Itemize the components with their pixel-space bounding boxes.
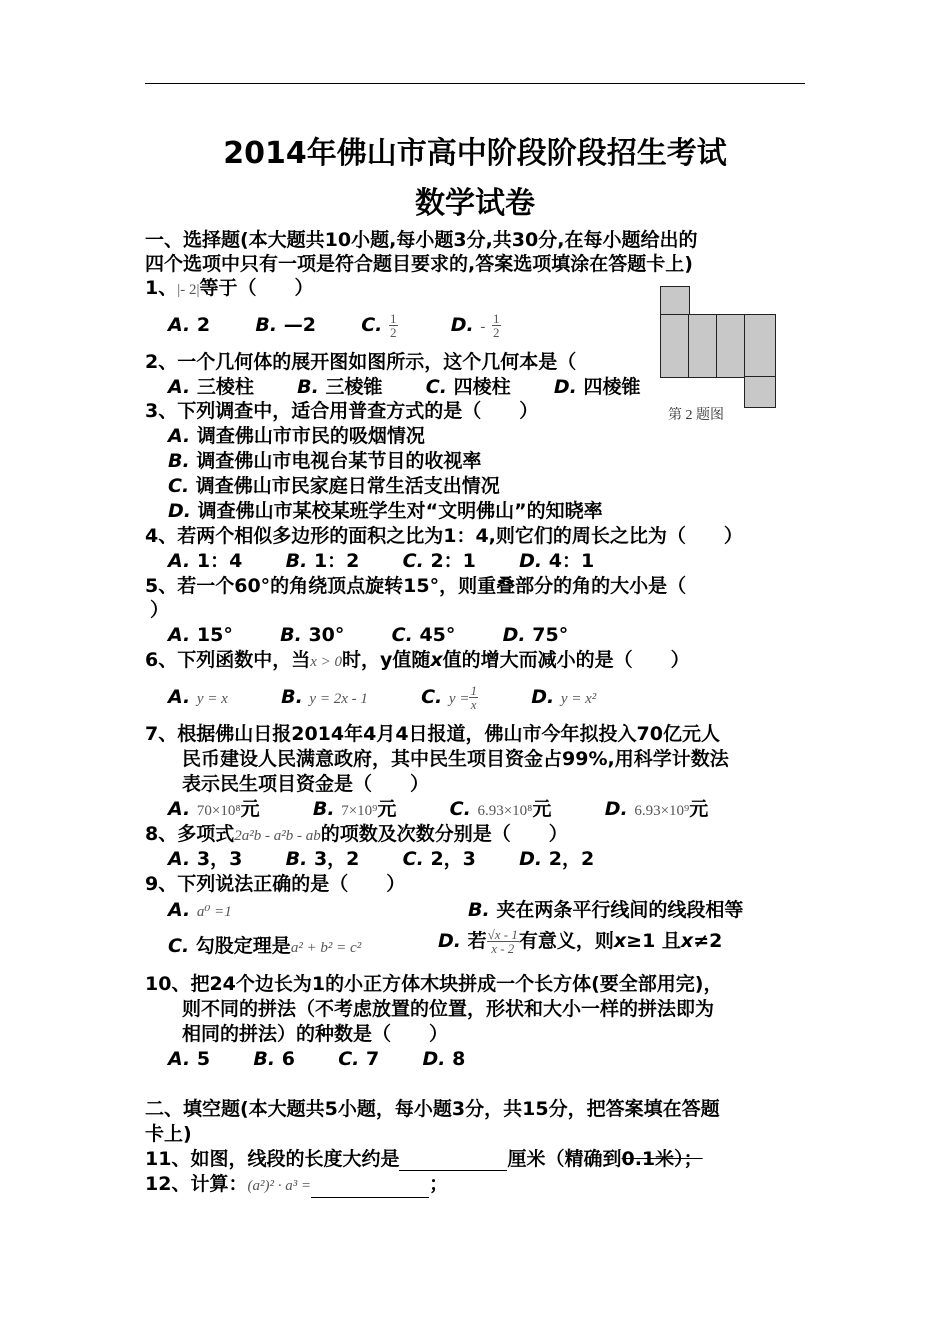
question-5-options: A. 15° B. 30° C. 45° D. 75° xyxy=(168,624,569,646)
question-5-stem-cont: ） xyxy=(150,599,170,621)
fraction: $\frac{√x - 1}{x - 2}$ xyxy=(487,927,518,956)
option-label: D. xyxy=(450,314,474,336)
question-7-line3: 表示民生项目资金是（ ） xyxy=(182,773,430,795)
question-9-option-a: A. a⁰ =1 xyxy=(168,899,232,921)
option-label: B. xyxy=(255,314,278,336)
question-10-line2: 则不同的拼法（不考虑放置的位置，形状和大小一样的拼法即为 xyxy=(182,998,715,1020)
exam-title: 2014年佛山市高中阶段阶段招生考试 xyxy=(223,136,727,171)
question-number: 1、 xyxy=(145,277,178,299)
question-10-line3: 相同的拼法）的种数是（ ） xyxy=(182,1023,449,1045)
net-face xyxy=(744,314,776,378)
net-square xyxy=(744,376,776,408)
header-rule xyxy=(145,83,805,84)
question-11: 11、如图，线段的长度大约是 厘米（精确到0.1米）； xyxy=(145,1148,703,1170)
fraction: $\frac{1}{x}$ xyxy=(470,683,477,712)
question-9-option-b: B. 夹在两条平行线间的线段相等 xyxy=(468,899,744,921)
question-10-line1: 10、把24个边长为1的小正方体木块拼成一个长方体(要全部用完)， xyxy=(145,973,723,995)
question-3-option-b: B. 调查佛山市电视台某节目的收视率 xyxy=(168,450,482,472)
question-9-option-d: D. 若 $\frac{√x - 1}{x - 2}$ 有意义，则x≥1 且x≠2 xyxy=(438,927,723,956)
question-6-stem: 6、下列函数中，当x > 0时，y值随x值的增大而减小的是（ ） xyxy=(145,649,690,671)
section2-heading-line1: 二、填空题(本大题共5小题，每小题3分，共15分，把答案填在答题 xyxy=(145,1098,720,1120)
question-3-stem: 3、下列调查中，适合用普查方式的是（ ） xyxy=(145,400,539,422)
question-1-options: A. 2 B. —2 C. $\frac{1}{2}$ D. - $\frac{1}{2}$ xyxy=(168,311,500,340)
question-1-stem xyxy=(145,276,314,302)
fraction: $\frac{1}{2}$ xyxy=(493,311,500,340)
option-value: —2 xyxy=(283,314,316,336)
question-3-option-a: A. 调查佛山市市民的吸烟情况 xyxy=(168,425,425,447)
section1-heading-line2: 四个选项中只有一项是符合题目要求的,答案选项填涂在答题卡上) xyxy=(145,253,693,275)
question-7-options: A. 70×10⁸元 B. 7×10⁹元 C. 6.93×10⁸元 D. 6.93×10⁹元 xyxy=(168,798,709,820)
question-8-stem: 8、多项式2a²b - a²b - ab的项数及次数分别是（ ） xyxy=(145,823,568,845)
net-face xyxy=(716,314,746,378)
question-7-line1: 7、根据佛山日报2014年4月4日报道，佛山市今年拟投入70亿元人 xyxy=(145,723,720,745)
question-2-options: A. 三棱柱 B. 三棱锥 C. 四棱柱 D. 四棱锥 xyxy=(168,376,641,398)
question-4-options: A. 1：4 B. 1：2 C. 2：1 D. 4：1 xyxy=(168,550,595,572)
exam-subtitle: 数学试卷 xyxy=(415,186,535,221)
answer-blank[interactable] xyxy=(311,1177,429,1198)
option-label: C. xyxy=(361,314,383,336)
question-5-stem: 5、若一个60°的角绕顶点旋转15°，则重叠部分的角的大小是（ xyxy=(145,575,687,597)
answer-blank[interactable] xyxy=(399,1148,507,1171)
question-6-options: A. y = x B. y = 2x - 1 C. y = $\frac{1}{x}$ D. y = x² xyxy=(168,683,597,712)
section2-heading-line2: 卡上) xyxy=(145,1123,192,1145)
option-label: A. xyxy=(168,314,191,336)
fraction: $\frac{1}{2}$ xyxy=(390,311,397,340)
question-12: 12、计算：(a²)² · a³ = ； xyxy=(145,1172,448,1198)
question-9-stem: 9、下列说法正确的是（ ） xyxy=(145,873,406,895)
question-4-stem: 4、若两个相似多边形的面积之比为1：4,则它们的周长之比为（ ） xyxy=(145,525,743,547)
net-square xyxy=(660,286,690,316)
abs-expression: |- 2| xyxy=(177,282,200,298)
question-3-option-d: D. 调查佛山市某校某班学生对“文明佛山”的知晓率 xyxy=(168,500,603,522)
option-value: 2 xyxy=(196,314,211,336)
question-2-stem: 2、一个几何体的展开图如图所示，这个几何本是（ xyxy=(145,351,577,373)
figure-caption: 第 2 题图 xyxy=(668,408,724,423)
net-face xyxy=(688,314,718,378)
question-text: 等于（ ） xyxy=(199,277,314,299)
section1-heading-line1: 一、选择题(本大题共10小题,每小题3分,共30分,在每小题给出的 xyxy=(145,229,698,251)
question-10-options: A. 5 B. 6 C. 7 D. 8 xyxy=(168,1048,466,1070)
net-face xyxy=(660,314,690,378)
question-9-option-c: C. 勾股定理是a² + b² = c² xyxy=(168,935,362,957)
question-8-options: A. 3，3 B. 3，2 C. 2，3 D. 2，2 xyxy=(168,848,595,870)
question-3-option-c: C. 调查佛山市民家庭日常生活支出情况 xyxy=(168,475,500,497)
question-7-line2: 民币建设人民满意政府，其中民生项目资金占99%,用科学计数法 xyxy=(182,748,729,770)
